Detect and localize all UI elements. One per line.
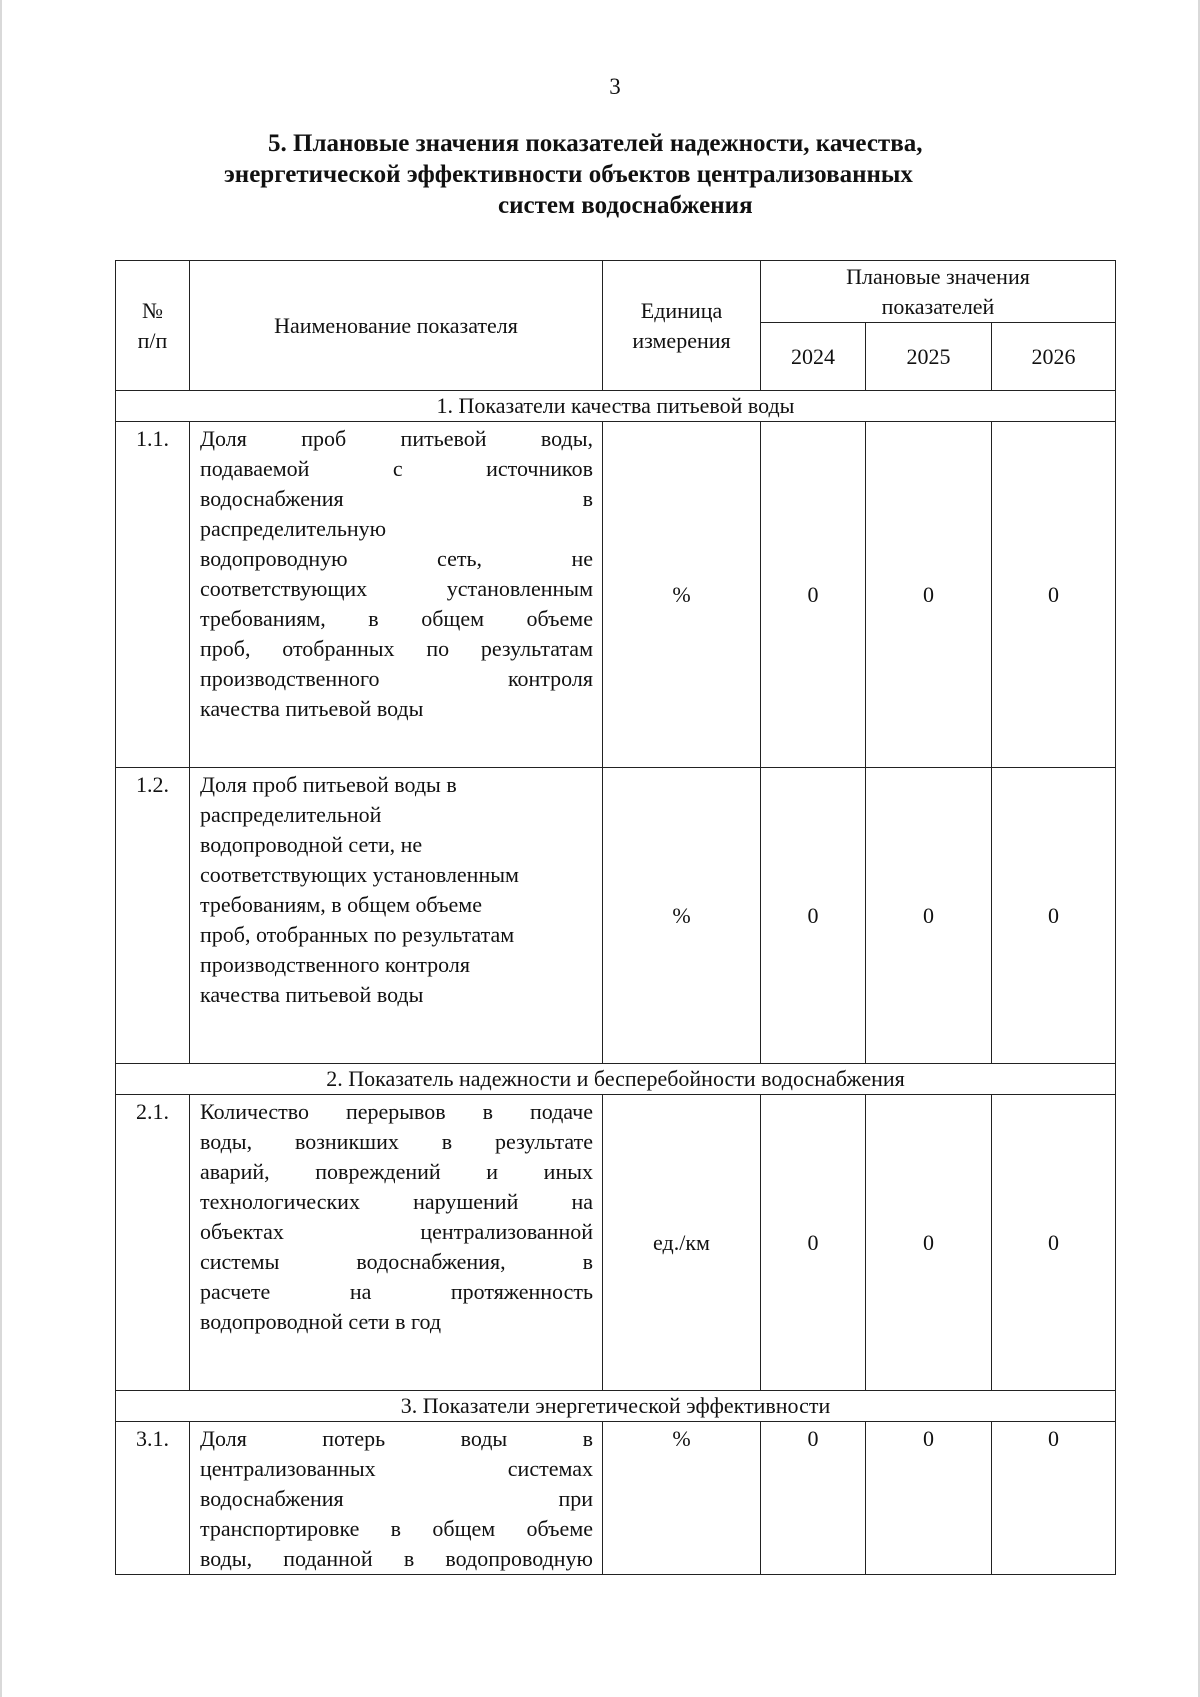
indicator-name-line: Доля проб питьевой воды в	[200, 772, 457, 797]
page-number: 3	[609, 74, 621, 99]
table-row	[116, 422, 1116, 768]
indicator-name-line: качества питьевой воды	[200, 982, 424, 1007]
header-year: 2025	[866, 323, 992, 391]
indicator-name-line: водоснабжения в	[200, 486, 593, 511]
indicator-name-line: централизованных системах	[200, 1456, 593, 1481]
indicator-name-line: транспортировке в общем объеме	[200, 1516, 593, 1541]
value-cell: 0	[992, 1422, 1116, 1575]
section-title	[150, 128, 1080, 221]
header-row	[116, 261, 1116, 323]
section-heading: 3. Показатели энергетической эффективности	[116, 1391, 1116, 1422]
header-unit-label: Единица измерения	[632, 297, 731, 353]
indicator-name-line: требованиям, в общем объеме	[200, 606, 593, 631]
section-title-line: энергетической эффективности объектов централизованных	[224, 161, 913, 188]
value-cell: 0	[866, 1422, 992, 1575]
header-unit	[603, 261, 761, 391]
section-title-line: систем водоснабжения	[498, 192, 753, 219]
header-planned	[761, 261, 1116, 323]
indicator-name-line: соответствующих установленным	[200, 576, 593, 601]
indicator-name-line: Количество перерывов в подаче	[200, 1099, 593, 1124]
indicator-name	[190, 422, 603, 768]
indicator-name-line: водопроводную сеть, не	[200, 546, 593, 571]
row-number: 1.1.	[116, 422, 190, 768]
indicator-name	[190, 1095, 603, 1391]
unit-cell: %	[603, 1422, 761, 1575]
section-title-line: 5. Плановые значения показателей надежности, качества,	[268, 130, 923, 157]
table-row	[116, 768, 1116, 1064]
header-year: 2024	[761, 323, 866, 391]
table-row	[116, 1422, 1116, 1575]
indicator-name-line: распределительной	[200, 802, 382, 827]
value-cell: 0	[992, 422, 1116, 768]
indicator-name-line: производственного контроля	[200, 666, 593, 691]
header-num-label: № п/п	[137, 297, 168, 353]
value-cell: 0	[761, 1095, 866, 1391]
value-cell: 0	[761, 1422, 866, 1575]
unit-cell: %	[603, 768, 761, 1064]
section-heading: 2. Показатель надежности и бесперебойности водоснабжения	[116, 1064, 1116, 1095]
value-cell: 0	[866, 1095, 992, 1391]
indicator-name-line: качества питьевой воды	[200, 696, 424, 721]
indicator-name-line: водопроводной сети в год	[200, 1309, 442, 1334]
header-year: 2026	[992, 323, 1116, 391]
unit-cell: %	[603, 422, 761, 768]
indicator-name	[190, 768, 603, 1064]
indicator-name-line: подаваемой с источников	[200, 456, 593, 481]
section-row	[116, 1391, 1116, 1422]
indicator-name-line: воды, возникших в результате	[200, 1129, 593, 1154]
value-cell: 0	[761, 422, 866, 768]
value-cell: 0	[761, 768, 866, 1064]
indicator-name-line: воды, поданной в водопроводную	[200, 1546, 593, 1571]
row-number: 1.2.	[116, 768, 190, 1064]
indicator-name-line: Доля потерь воды в	[200, 1426, 593, 1451]
indicator-name-line: производственного контроля	[200, 952, 470, 977]
header-num	[116, 261, 190, 391]
indicator-name-line: Доля проб питьевой воды,	[200, 426, 593, 451]
indicator-name-line: технологических нарушений на	[200, 1189, 593, 1214]
value-cell: 0	[866, 422, 992, 768]
indicator-name	[190, 1422, 603, 1575]
section-row	[116, 1064, 1116, 1095]
row-number: 2.1.	[116, 1095, 190, 1391]
value-cell: 0	[992, 768, 1116, 1064]
indicator-name-line: требованиям, в общем объеме	[200, 892, 482, 917]
row-number: 3.1.	[116, 1422, 190, 1575]
indicator-name-line: водопроводной сети, не	[200, 832, 423, 857]
page-edge-left	[0, 0, 2, 1697]
indicator-name-line: расчете на протяженность	[200, 1279, 593, 1304]
indicators-table	[115, 260, 1116, 1575]
header-planned-label: Плановые значения показателей	[846, 263, 1030, 319]
indicator-name-line: проб, отобранных по результатам	[200, 922, 515, 947]
indicator-name-line: проб, отобранных по результатам	[200, 636, 593, 661]
section-row	[116, 391, 1116, 422]
indicator-name-line: распределительную	[200, 516, 387, 541]
value-cell: 0	[866, 768, 992, 1064]
indicator-name-line: объектах централизованной	[200, 1219, 593, 1244]
indicator-name-line: водоснабжения при	[200, 1486, 593, 1511]
header-name: Наименование показателя	[190, 261, 603, 391]
table-row	[116, 1095, 1116, 1391]
indicator-name-line: системы водоснабжения, в	[200, 1249, 593, 1274]
unit-cell: ед./км	[603, 1095, 761, 1391]
section-heading: 1. Показатели качества питьевой воды	[116, 391, 1116, 422]
indicator-name-line: аварий, повреждений и иных	[200, 1159, 593, 1184]
value-cell: 0	[992, 1095, 1116, 1391]
indicator-name-line: соответствующих установленным	[200, 862, 519, 887]
